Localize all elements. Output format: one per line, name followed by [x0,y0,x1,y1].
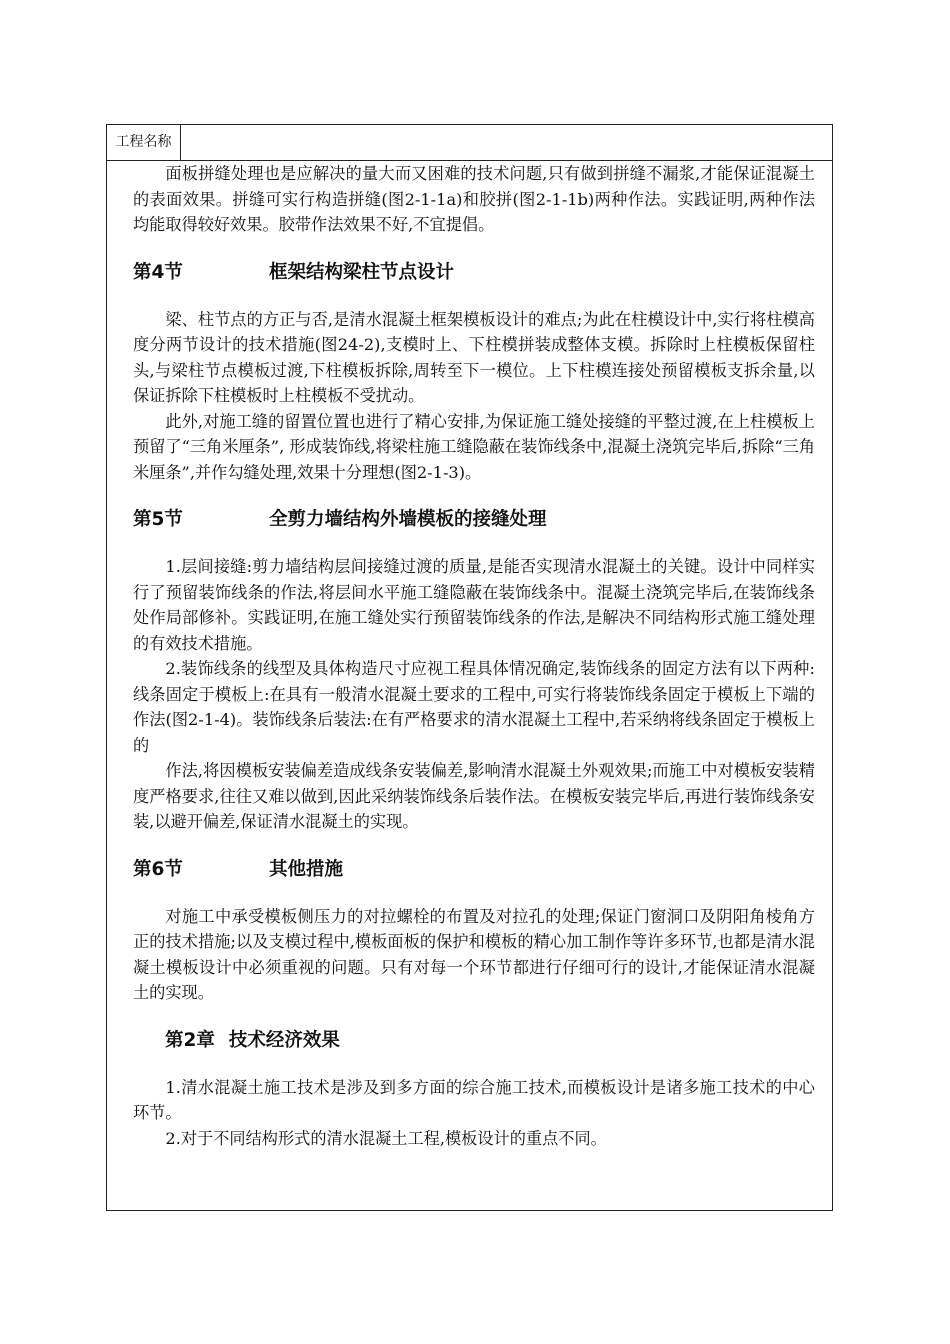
paragraph: 2.装饰线条的线型及具体构造尺寸应视工程具体情况确定,装饰线条的固定方法有以下两种:线条固定于模板上:在具有一般清水混凝土要求的工程中,可实行将装饰线条固定于模板上下端的作法(图2-1-4)。装饰线条后装法:在有严格要求的清水混凝土工程中,若采纳将线条固定于模板上的 [133,659,815,755]
chapter-title: 技术经济效果 [228,1029,340,1051]
section-heading [133,259,815,287]
section-number: 第5节 [133,509,183,530]
section-title: 全剪力墙结构外墙模板的接缝处理 [269,509,547,530]
document-frame [106,124,833,1211]
section-number: 第6节 [133,858,183,880]
header-row [107,125,832,161]
paragraph: 面板拼缝处理也是应解决的量大而又困难的技术问题,只有做到拼缝不漏浆,才能保证混凝土的表面效果。拼缝可实行构造拼缝(图2-1-1a)和胶拼(图2-1-1b)两种作法。实践证明,两种作法均能取得较好效果。胶带作法效果不好,不宜提倡。 [133,164,815,234]
section-title: 其他措施 [269,858,344,880]
section-heading [133,506,815,534]
chapter-heading [133,1027,815,1055]
section-number: 第4节 [133,261,183,283]
section-title: 框架结构梁柱节点设计 [269,261,455,283]
paragraph: 此外,对施工缝的留置位置也进行了精心安排,为保证施工缝处接缝的平整过渡,在上柱模板上预留了“三角米厘条”, 形成装饰线,将梁柱施工缝隐蔽在装饰线条中,混凝土浇筑完毕后,拆除“三角米厘条”,并作勾缝处理,效果十分理想(图2-1-3)。 [133,411,815,482]
project-name-label: 工程名称 [107,125,181,160]
chapter-number: 第2章 [165,1029,215,1051]
paragraph: 梁、柱节点的方正与否,是清水混凝土框架模板设计的难点;为此在柱模设计中,实行将柱模高度分两节设计的技术措施(图24-2),支模时上、下柱模拼装成整体支模。拆除时上柱模板保留柱头,与梁柱节点模板过渡,下柱模板拆除,周转至下一模位。上下柱模连接处预留模板支拆余量,以保证拆除下柱模板时上柱模板不受扰动。 [133,309,815,405]
paragraph: 1.清水混凝土施工技术是涉及到多方面的综合施工技术,而模板设计是诸多施工技术的中心环节。 [133,1077,815,1122]
paragraph: 2.对于不同结构形式的清水混凝土工程,模板设计的重点不同。 [165,1128,607,1148]
paragraph: 对施工中承受模板侧压力的对拉螺栓的布置及对拉孔的处理;保证门窗洞口及阴阳角棱角方正的技术措施;以及支模过程中,模板面板的保护和模板的精心加工制作等许多环节,也都是清水混凝土模板设计中必须重视的问题。只有对每一个环节都进行仔细可行的设计,才能保证清水混凝土的实现。 [133,906,815,1002]
paragraph: 作法,将因模板安装偏差造成线条安装偏差,影响清水混凝土外观效果;而施工中对模板安装精度严格要求,往往又难以做到,因此采纳装饰线条后装作法。在模板安装完毕后,再进行装饰线条安装,以避开偏差,保证清水混凝土的实现。 [133,761,815,831]
section-heading [133,856,815,884]
paragraph: 1.层间接缝:剪力墙结构层间接缝过渡的质量,是能否实现清水混凝土的关键。设计中同样实行了预留装饰线条的作法,将层间水平施工缝隐蔽在装饰线条中。混凝土浇筑完毕后,在装饰线条处作局部修补。实践证明,在施工缝处实行预留装饰线条的作法,是解决不同结构形式施工缝处理的有效技术措施。 [133,557,815,653]
document-body [133,161,815,1151]
